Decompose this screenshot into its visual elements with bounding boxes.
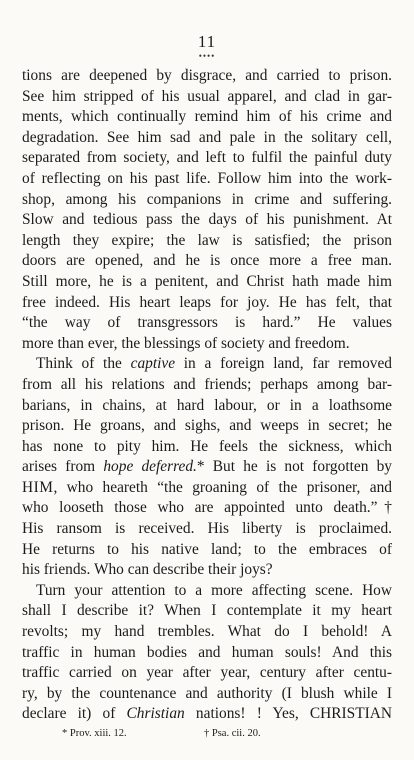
emphasis-text: hope deferred.: [103, 458, 197, 476]
text-line: Slow and tedious pass the days of his punishment. At: [22, 211, 392, 229]
text-line: doors are opened, and he is once more a free man.: [22, 252, 392, 270]
text-line: tions are deepened by disgrace, and carried to prison.: [22, 67, 392, 84]
emphasis-text: HIM: [22, 478, 54, 496]
text-line: HIM, who heareth “the groaning of the prisoner, and: [22, 478, 392, 496]
text-line: has none to pity him. He feels the sickness, which: [22, 437, 392, 455]
text-line: arises from hope deferred.* But he is not forgotten by: [22, 458, 392, 476]
text-line: ry, by the countenance and authority (I blush while I: [22, 684, 392, 702]
text-line: traffic carried on year after year, century after centu-: [22, 664, 392, 682]
text-line: Still more, he is a penitent, and Christ hath made him: [22, 272, 392, 290]
text-line: revolts; my hand trembles. What do I behold! A: [22, 623, 392, 641]
text-line: prison. He groans, and sighs, and weeps in secret; he: [22, 417, 392, 435]
text-line: from all his relations and friends; perhaps among bar-: [22, 375, 392, 393]
footnote-psalms: † Psa. cii. 20.: [204, 728, 261, 739]
text-line: ments, which continually remind him of his crime and: [22, 108, 392, 126]
emphasis-text: Christian: [126, 705, 185, 723]
text-line: traffic in human bodies and human souls! And this: [22, 643, 392, 661]
page-number: 11: [197, 32, 217, 51]
text-line: He returns to his native land; to the embraces of: [22, 540, 392, 558]
text-line: free indeed. His heart leaps for joy. He has felt, that: [22, 293, 392, 311]
text-line: “the way of transgressors is hard.” He values: [22, 314, 392, 332]
text-line: separated from society, and left to fulfil the painful duty: [22, 149, 392, 167]
text-line: shop, among his companions in crime and suffering.: [22, 190, 392, 208]
text-line: See him stripped of his usual apparel, and clad in gar-: [22, 87, 392, 105]
text-line: degradation. See him sad and pale in the solitary cell,: [22, 128, 392, 146]
paragraph-start-line: Think of the captive in a foreign land, far removed: [36, 355, 392, 373]
text-line: his friends. Who can describe their joys?: [22, 561, 273, 579]
emphasis-text: captive: [130, 355, 176, 373]
footnote-proverbs: * Prov. xiii. 12.: [62, 728, 127, 739]
text-line: who looseth those who are appointed unto death.”†: [22, 499, 392, 517]
page-body-text: [22, 66, 392, 725]
text-line: length they expire; the law is satisfied; the prison: [22, 231, 392, 249]
text-line: of reflecting on his past life. Follow him into the work-: [22, 169, 392, 187]
text-line: His ransom is received. His liberty is proclaimed.: [22, 520, 392, 538]
text-line: barians, in chains, at hard labour, or in a loathsome: [22, 396, 392, 414]
footnotes: [0, 727, 414, 741]
text-line: shall I describe it? When I contemplate it my heart: [22, 602, 392, 620]
text-line: more than ever, the blessings of society and freedom.: [22, 334, 350, 352]
paragraph-start-line: Turn your attention to a more affecting scene. How: [36, 581, 392, 599]
page-number-ornament: ••••: [198, 51, 216, 61]
text-line: declare it) of Christian nations! ! Yes, CHRISTIAN: [22, 705, 393, 723]
